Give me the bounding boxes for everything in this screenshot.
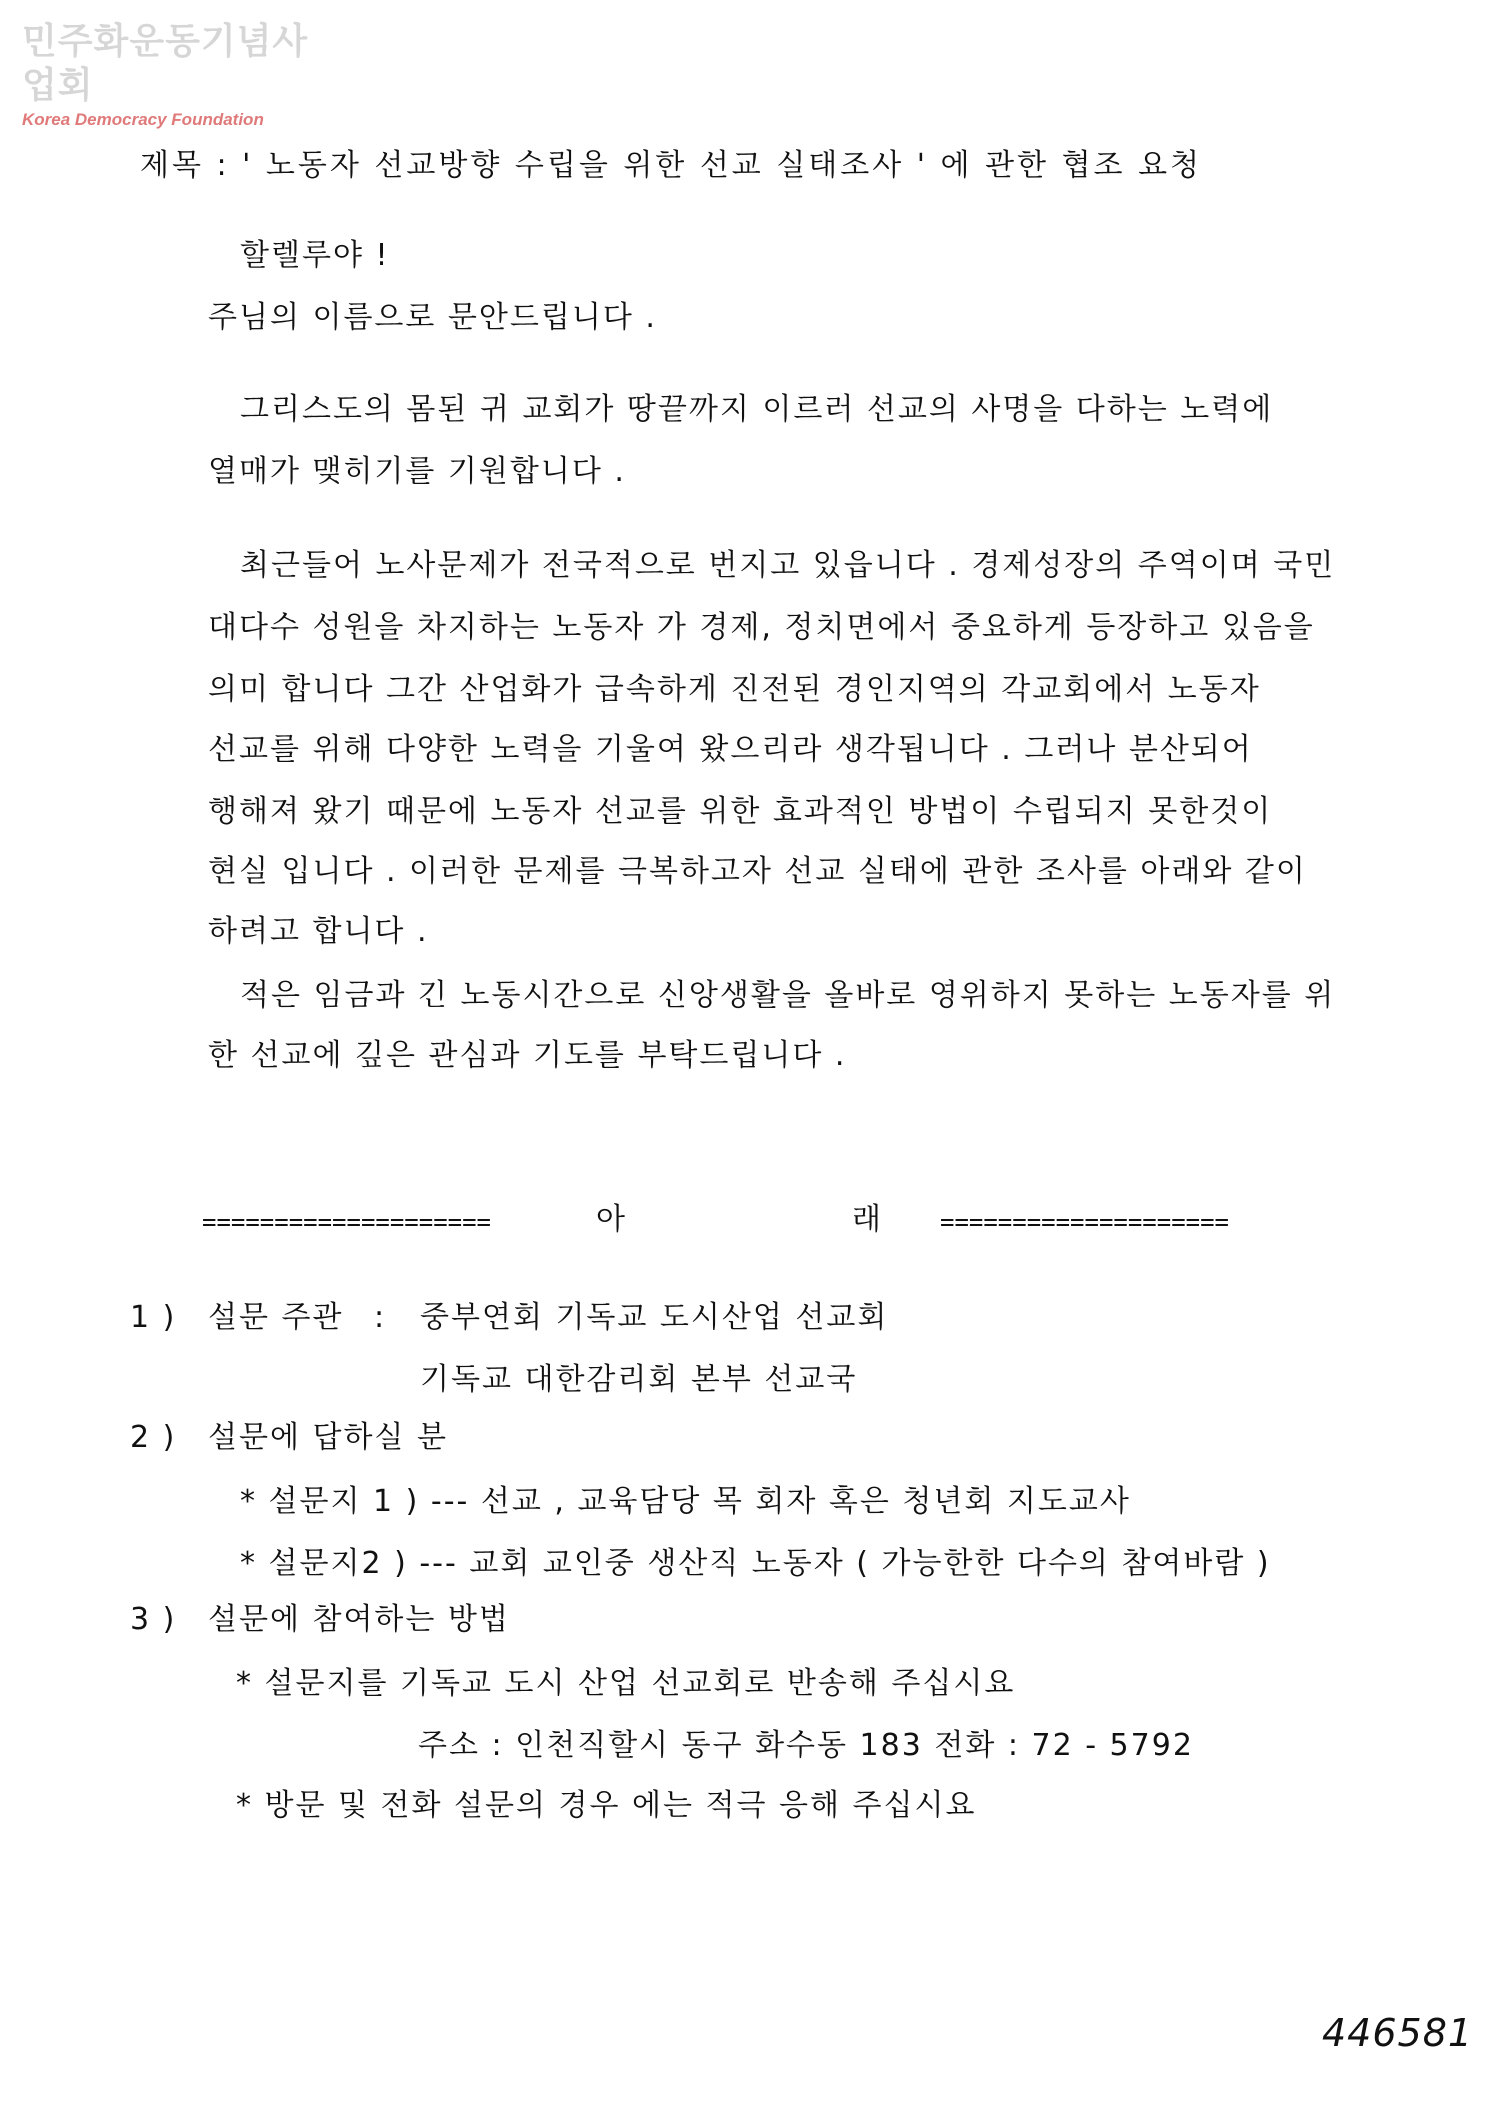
separator-title-second: 래 bbox=[852, 1202, 883, 1237]
watermark-english-text: Korea Democracy Foundation bbox=[22, 110, 264, 129]
paragraph-2-line: 의미 합니다 그간 산업화가 급속하게 진전된 경인지역의 각교회에서 노동자 bbox=[208, 672, 1261, 707]
item-3-visit-instruction: * 방문 및 전화 설문의 경우 에는 적극 응해 주십시요 bbox=[236, 1788, 977, 1823]
item-3-label: 설문에 참여하는 방법 bbox=[208, 1602, 510, 1637]
paragraph-1-line: 열매가 맺히기를 기원합니다 . bbox=[208, 454, 626, 489]
paragraph-2-line: 하려고 합니다 . bbox=[208, 914, 429, 949]
item-3-address: 주소 : 인천직할시 동구 화수동 183 전화 : 72 - 5792 bbox=[418, 1728, 1194, 1763]
paragraph-3-line: 적은 임금과 긴 노동시간으로 신앙생활을 올바로 영위하지 못하는 노동자를 위 bbox=[240, 978, 1336, 1013]
watermark-logo bbox=[22, 20, 342, 130]
item-3-return-instruction: * 설문지를 기독교 도시 산업 선교회로 반송해 주십시요 bbox=[236, 1666, 1016, 1701]
item-1-label: 설문 주관 bbox=[208, 1300, 344, 1335]
paragraph-2-line: 선교를 위해 다양한 노력을 기울여 왔으리라 생각됩니다 . 그러나 분산되어 bbox=[208, 732, 1253, 767]
item-1-organizer-1: 중부연회 기독교 도시산업 선교회 bbox=[420, 1300, 889, 1335]
paragraph-1-line: 그리스도의 몸된 귀 교회가 땅끝까지 이르러 선교의 사명을 다하는 노력에 bbox=[240, 392, 1274, 427]
watermark-korean-text: 민주화운동기념사업회 bbox=[22, 21, 309, 106]
item-1-colon: : bbox=[374, 1300, 387, 1335]
item-2-number: 2 ) bbox=[130, 1420, 177, 1455]
item-1-number: 1 ) bbox=[130, 1300, 177, 1335]
document-number: 446581 bbox=[1322, 2011, 1474, 2055]
paragraph-2-line: 현실 입니다 . 이러한 문제를 극복하고자 선교 실태에 관한 조사를 아래와 같이 bbox=[208, 854, 1307, 889]
paragraph-2-line: 최근들어 노사문제가 전국적으로 번지고 있읍니다 . 경제성장의 주역이며 국민 bbox=[240, 548, 1336, 583]
item-3-number: 3 ) bbox=[130, 1602, 177, 1637]
item-2-survey-2: * 설문지2 ) --- 교회 교인중 생산직 노동자 ( 가능한한 다수의 참여바람 ) bbox=[240, 1546, 1271, 1581]
item-2-label: 설문에 답하실 분 bbox=[208, 1420, 448, 1455]
separator-title-first: 아 bbox=[596, 1202, 627, 1237]
greeting-hallelujah: 할렐루야 ! bbox=[240, 238, 390, 273]
greeting-salutation: 주님의 이름으로 문안드립니다 . bbox=[208, 300, 657, 335]
item-2-survey-1: * 설문지 1 ) --- 선교 , 교육담당 목 회자 혹은 청년회 지도교사 bbox=[240, 1484, 1131, 1519]
separator-right: ==================== bbox=[940, 1208, 1229, 1236]
document-subject: 제목 : ' 노동자 선교방향 수립을 위한 선교 실태조사 ' 에 관한 협조 요청 bbox=[140, 148, 1203, 183]
paragraph-3-line: 한 선교에 깊은 관심과 기도를 부탁드립니다 . bbox=[208, 1038, 847, 1073]
paragraph-2-line: 행해져 왔기 때문에 노동자 선교를 위한 효과적인 방법이 수립되지 못한것이 bbox=[208, 794, 1273, 829]
item-1-organizer-2: 기독교 대한감리회 본부 선교국 bbox=[420, 1362, 858, 1397]
paragraph-2-line: 대다수 성원을 차지하는 노동자 가 경제, 정치면에서 중요하게 등장하고 있음을 bbox=[208, 610, 1315, 645]
separator-left: ==================== bbox=[202, 1208, 491, 1236]
